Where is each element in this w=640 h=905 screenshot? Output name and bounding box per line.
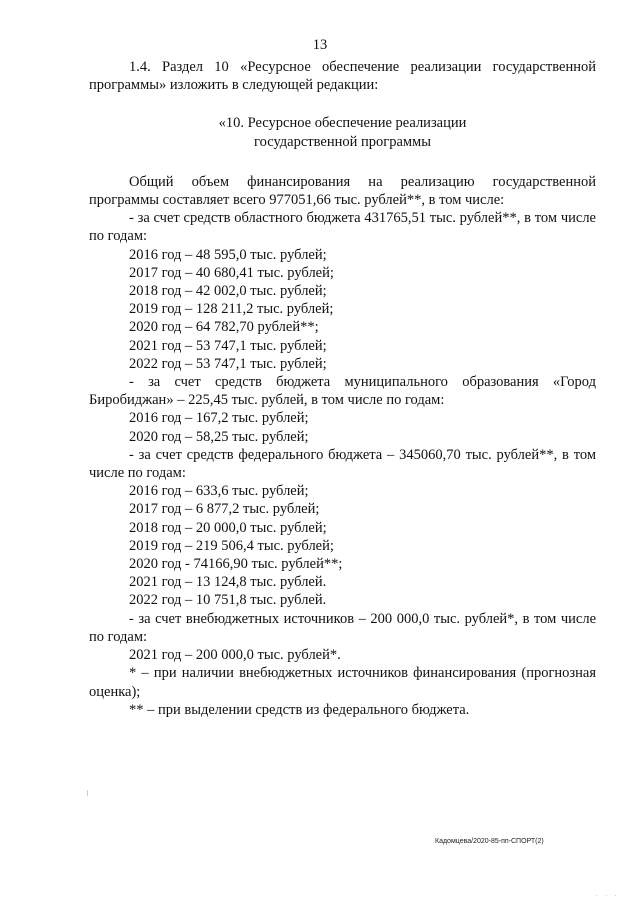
footnote-double-star: ** – при выделении средств из федерального бюджета. [129,701,470,718]
regional-year-item: 2021 год – 53 747,1 тыс. рублей; [129,337,327,354]
regional-year-item: 2016 год – 48 595,0 тыс. рублей; [129,246,327,263]
regional-header-line-2: числе по годам: [89,210,596,245]
federal-header-line-1: - за счет средств федерального бюджета – 345060,70 тыс. рублей**, в [129,446,569,463]
federal-year-item: 2017 год – 6 877,2 тыс. рублей; [129,501,320,518]
footnote-single-star [89,664,596,700]
federal-year-item: 2022 год – 10 751,8 тыс. рублей. [129,592,327,609]
intro-line-2: программы» изложить в следующей редакции: [89,77,379,94]
federal-year-item: 2021 год – 13 124,8 тыс. рублей. [129,574,327,591]
federal-year-item: 2020 год - 74166,90 тыс. рублей**; [129,556,343,573]
extrabudget-header [89,610,596,646]
regional-year-item: 2022 год – 53 747,1 тыс. рублей; [129,355,327,372]
document-stamp: Кадомцева/2020-85-пп-СПОРТ(2) [435,838,544,845]
footnote-1-line-1: * – при наличии внебюджетных источников финансирования [129,665,517,682]
total-paragraph [89,173,596,209]
scan-mark [87,790,88,796]
municipal-year-item: 2020 год – 58,25 тыс. рублей; [129,428,309,445]
regional-year-item: 2018 год – 42 002,0 тыс. рублей; [129,283,327,300]
municipal-year-item: 2016 год – 167,2 тыс. рублей; [129,410,309,427]
federal-year-item: 2018 год – 20 000,0 тыс. рублей; [129,519,327,536]
section-title [89,114,596,150]
federal-year-item: 2019 год – 219 506,4 тыс. рублей; [129,537,334,554]
regional-year-item: 2019 год – 128 211,2 тыс. рублей; [129,301,334,318]
footnote-1-line-2: (прогнозная оценка); [89,665,596,700]
extrabudget-header-line-1: - за счет внебюджетных источников – 200 000,0 тыс. рублей*, в том [129,610,557,627]
total-line-2: программы составляет всего 977051,66 тыс. рублей**, в том числе: [89,192,505,209]
federal-budget-header [89,446,596,482]
total-line-1: Общий объем финансирования на реализацию государственной [129,173,596,190]
federal-year-item: 2016 год – 633,6 тыс. рублей; [129,483,309,500]
document-body [89,58,596,719]
intro-paragraph [89,58,596,94]
regional-header-line-1: - за счет средств областного бюджета 431765,51 тыс. рублей**, в том [129,210,558,227]
section-title-line-2: государственной программы [254,133,431,150]
regional-year-item: 2020 год – 64 782,70 рублей**; [129,319,319,336]
extrabudget-header-line-2: числе по годам: [89,610,597,645]
page-number: 13 [312,37,328,53]
municipal-header-line-2: Биробиджан» – 225,45 тыс. рублей, в том числе по годам: [89,392,445,409]
extrabudget-year-item: 2021 год – 200 000,0 тыс. рублей*. [129,647,341,664]
regional-year-item: 2017 год – 40 680,41 тыс. рублей; [129,264,334,281]
corner-dots: . . . [596,892,620,898]
section-title-line-1: «10. Ресурсное обеспечение реализации [218,115,467,132]
regional-budget-header [89,209,596,245]
municipal-header-line-1: - за счет средств бюджета муниципального образования «Город [129,374,596,391]
federal-header-line-2: том числе по годам: [89,446,596,482]
intro-line-1: 1.4. Раздел 10 «Ресурсное обеспечение реализации государственной [129,59,596,75]
municipal-budget-header [89,373,596,409]
